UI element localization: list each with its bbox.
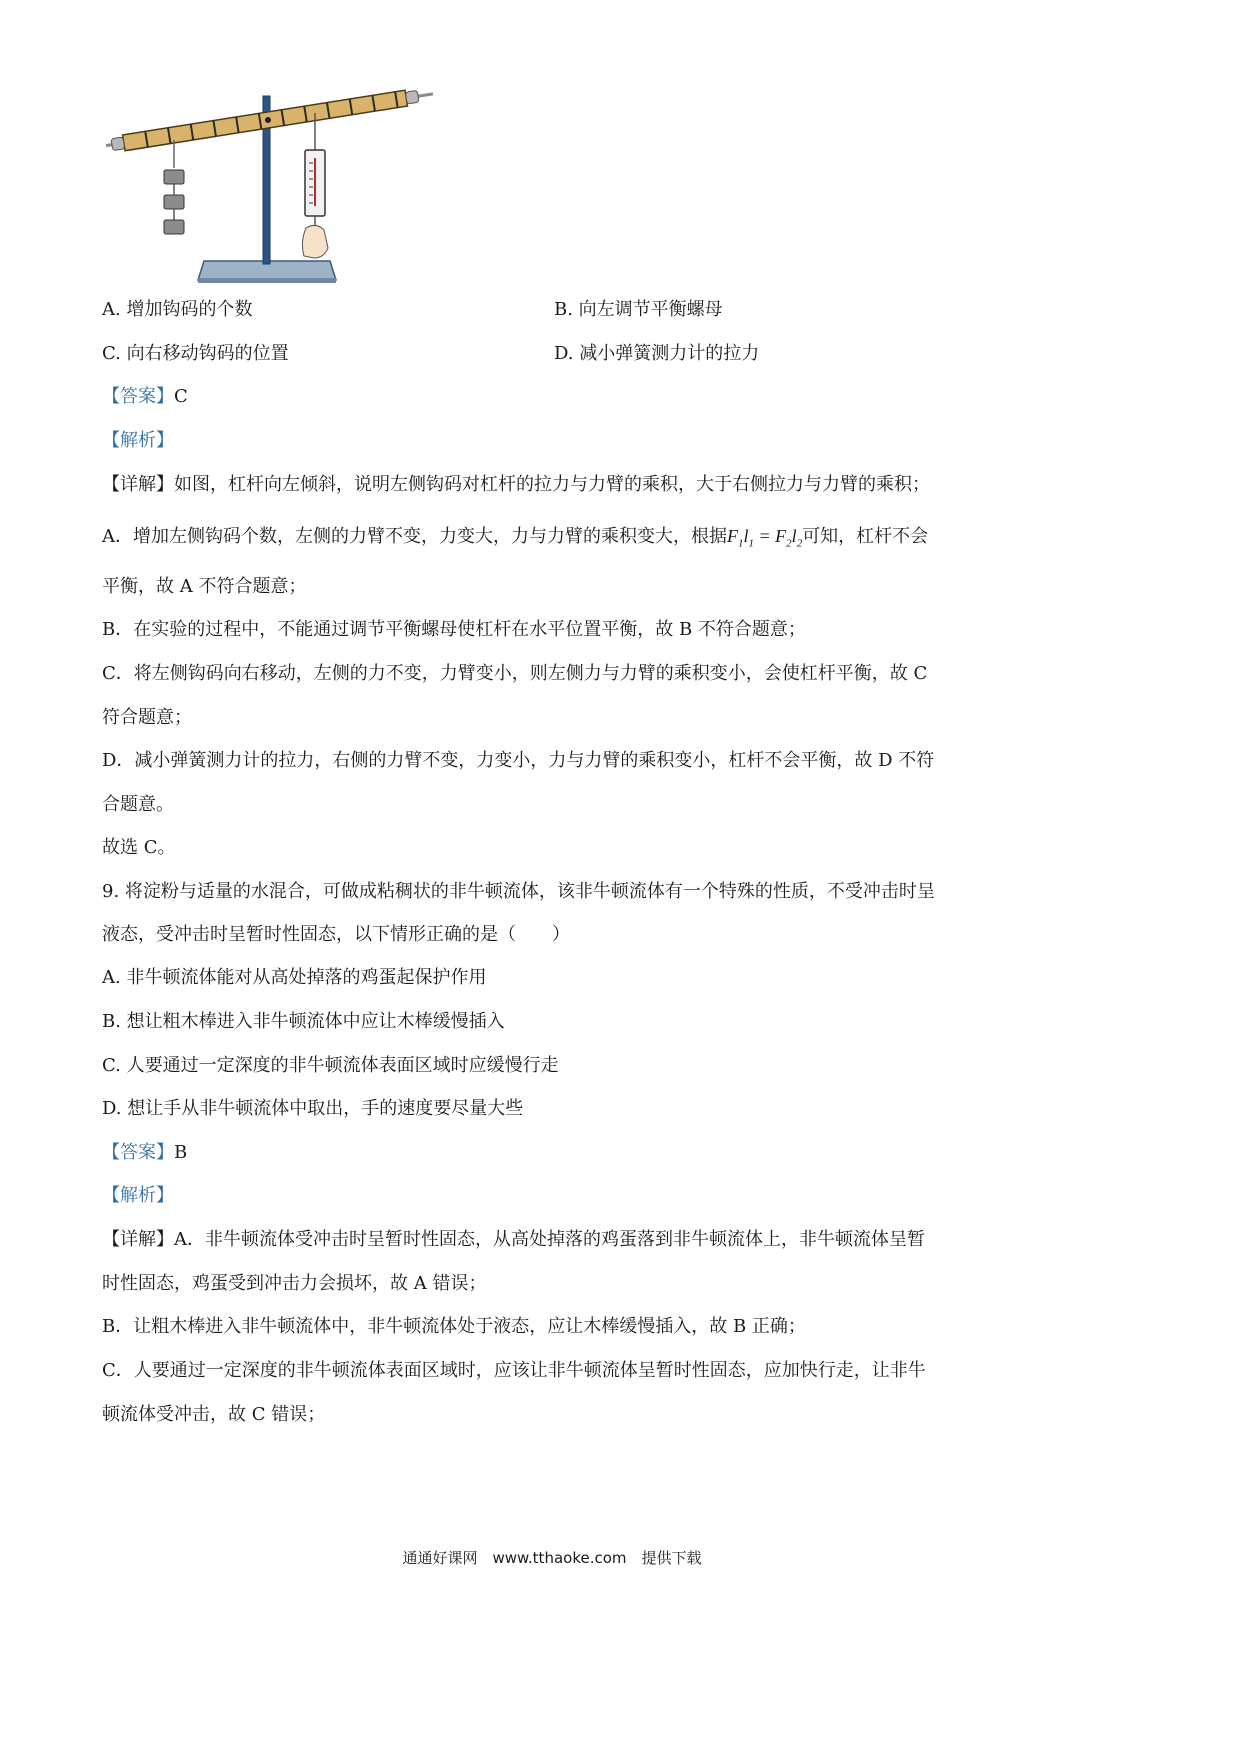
q8-explain-a-2: 平衡，故 A 不符合题意； (102, 576, 307, 597)
q9-stem-1: 9. 将淀粉与适量的水混合，可做成粘稠状的非牛顿流体，该非牛顿流体有一个特殊的性质，不受冲击时呈 (102, 881, 935, 902)
q9-explain-b: B．让粗木棒进入非牛顿流体中，非牛顿流体处于液态，应让木棒缓慢插入，故 B 正确； (102, 1316, 806, 1337)
answer-value: C (174, 386, 188, 407)
q9-explain-c-2: 顿流体受冲击，故 C 错误； (102, 1404, 326, 1425)
q8-option-a: A. 增加钩码的个数 (102, 299, 253, 320)
q8-explain-a-1 (102, 524, 928, 556)
detail-text: 如图，杠杆向左倾斜，说明左侧钩码对杠杆的拉力与力臂的乘积，大于右侧拉力与力臂的乘积； (174, 474, 930, 495)
lever-formula: $F_1l_1 = F_2l_2$ (727, 526, 803, 550)
q9-explain-a-2: 时性固态，鸡蛋受到冲击力会损坏，故 A 错误； (102, 1273, 487, 1294)
q8-explain-c-1: C．将左侧钩码向右移动，左侧的力不变，力臂变小，则左侧力与力臂的乘积变小，会使杠杆平衡，故 C (102, 663, 928, 684)
q8-explain-d-2: 合题意。 (102, 794, 174, 815)
explain-a-post: 可知，杠杆不会 (802, 526, 929, 547)
q8-conclusion: 故选 C。 (102, 837, 176, 858)
q8-option-d: D. 减小弹簧测力计的拉力 (554, 343, 760, 364)
q9-stem-2: 液态，受冲击时呈暂时性固态，以下情形正确的是（ ） (102, 924, 570, 945)
detail-text: A．非牛顿流体受冲击时呈暂时性固态，从高处掉落的鸡蛋落到非牛顿流体上，非牛顿流体呈暂 (174, 1229, 925, 1250)
q8-answer (102, 385, 188, 409)
answer-tag: 【答案】 (102, 386, 174, 407)
q9-analysis-tag: 【解析】 (102, 1185, 174, 1206)
detail-tag: 【详解】 (102, 474, 174, 495)
explain-a-pre: A．增加左侧钩码个数，左侧的力臂不变，力变大，力与力臂的乘积变大，根据 (102, 526, 727, 547)
q9-option-b: B. 想让粗木棒进入非牛顿流体中应让木棒缓慢插入 (102, 1011, 505, 1032)
q9-option-c: C. 人要通过一定深度的非牛顿流体表面区域时应缓慢行走 (102, 1055, 559, 1076)
page-footer: 通通好课网 www.tthaoke.com 提供下载 (402, 1549, 702, 1567)
q9-option-a: A. 非牛顿流体能对从高处掉落的鸡蛋起保护作用 (102, 967, 487, 988)
q9-explain-a-1 (102, 1228, 925, 1252)
q8-analysis-tag: 【解析】 (102, 430, 174, 451)
q8-option-b: B. 向左调节平衡螺母 (554, 299, 723, 320)
q8-explain-c-2: 符合题意； (102, 707, 192, 728)
q8-option-c: C. 向右移动钩码的位置 (102, 343, 289, 364)
q9-explain-c-1: C．人要通过一定深度的非牛顿流体表面区域时，应该让非牛顿流体呈暂时性固态，应加快行走，让非牛 (102, 1360, 926, 1381)
q9-answer (102, 1141, 187, 1165)
q8-explain-d-1: D．减小弹簧测力计的拉力，右侧的力臂不变，力变小，力与力臂的乘积变小，杠杆不会平衡，故 D 不符 (102, 750, 935, 771)
lever-experiment-figure (100, 88, 440, 288)
q8-detail-intro (102, 473, 930, 497)
answer-tag: 【答案】 (102, 1142, 174, 1163)
q9-option-d: D. 想让手从非牛顿流体中取出，手的速度要尽量大些 (102, 1098, 524, 1119)
detail-tag: 【详解】 (102, 1229, 174, 1250)
q8-explain-b: B．在实验的过程中，不能通过调节平衡螺母使杠杆在水平位置平衡，故 B 不符合题意； (102, 619, 806, 640)
answer-value: B (174, 1142, 188, 1163)
